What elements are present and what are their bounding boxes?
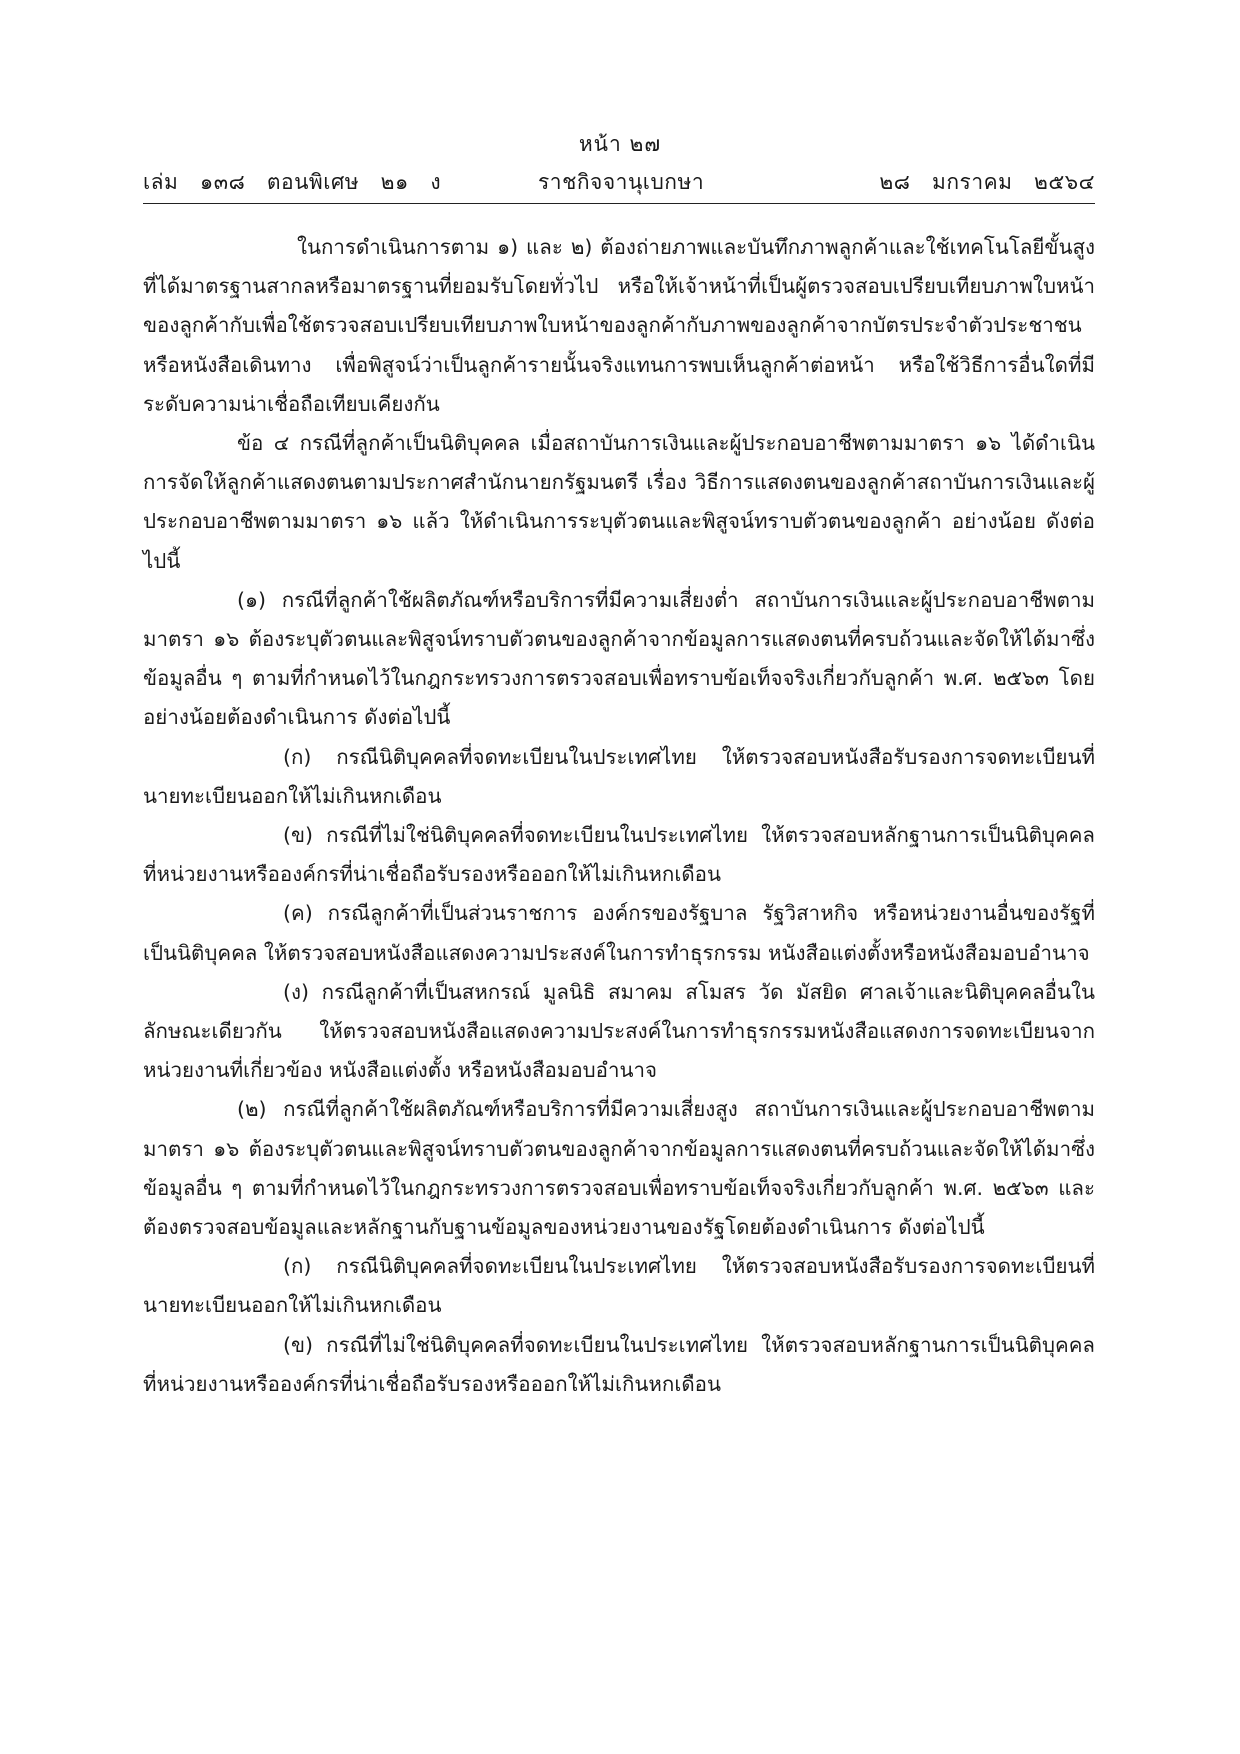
paragraph-clause-4: ข้อ ๔ กรณีที่ลูกค้าเป็นนิติบุคคล เมื่อสถาบันการเงินและผู้ประกอบอาชีพตามมาตรา ๑๖ ได้ดำเนินการจัดให้ลูกค้าแสดงตนตามประกาศสำนักนายกรัฐมนตรี เรื่อง วิธีการแสดงตนของลูกค้าสถาบันการเงินและผู้ประกอบอาชีพตามมาตรา ๑๖ แล้ว ให้ดำเนินการระบุตัวตนและพิสูจน์ทราบตัวตนของลูกค้า อย่างน้อย ดังต่อไปนี้ <box>143 431 1095 573</box>
paragraph-item-1-d: (ง) กรณีลูกค้าที่เป็นสหกรณ์ มูลนิธิ สมาคม สโมสร วัด มัสยิด ศาลเจ้าและนิติบุคคลอื่นในลักษณะเดียวกัน ให้ตรวจสอบหนังสือแสดงความประสงค์ในการทำธุรกรรมหนังสือแสดงการจดทะเบียนจากหน่วยงานที่เกี่ยวข้อง หนังสือแต่งตั้ง หรือหนังสือมอบอำนาจ <box>143 979 1095 1083</box>
paragraph-item-1-a: (ก) กรณีนิติบุคคลที่จดทะเบียนในประเทศไทย ให้ตรวจสอบหนังสือรับรองการจดทะเบียนที่นายทะเบียนออกให้ไม่เกินหกเดือน <box>143 744 1095 808</box>
paragraph-item-2-b: (ข) กรณีที่ไม่ใช่นิติบุคคลที่จดทะเบียนในประเทศไทย ให้ตรวจสอบหลักฐานการเป็นนิติบุคคลที่หน่วยงานหรือองค์กรที่น่าเชื่อถือรับรองหรือออกให้ไม่เกินหกเดือน <box>143 1332 1095 1396</box>
page-number: หน้า ๒๗ <box>578 132 662 156</box>
header-divider <box>143 203 1095 204</box>
document-body <box>143 228 1095 1404</box>
paragraph-item-2: (๒) กรณีที่ลูกค้าใช้ผลิตภัณฑ์หรือบริการที่มีความเสี่ยงสูง สถาบันการเงินและผู้ประกอบอาชีพตามมาตรา ๑๖ ต้องระบุตัวตนและพิสูจน์ทราบตัวตนของลูกค้าจากข้อมูลการแสดงตนที่ครบถ้วนและจัดให้ได้มาซึ่งข้อมูลอื่น ๆ ตามที่กำหนดไว้ในกฎกระทรวงการตรวจสอบเพื่อทราบข้อเท็จจริงเกี่ยวกับลูกค้า พ.ศ. ๒๕๖๓ และต้องตรวจสอบข้อมูลและหลักฐานกับฐานข้อมูลของหน่วยงานของรัฐโดยต้องดำเนินการ ดังต่อไปนี้ <box>143 1097 1095 1240</box>
publication-date: ๒๘ มกราคม ๒๕๖๔ <box>879 170 1095 194</box>
paragraph-item-1: (๑) กรณีที่ลูกค้าใช้ผลิตภัณฑ์หรือบริการที่มีความเสี่ยงต่ำ สถาบันการเงินและผู้ประกอบอาชีพตามมาตรา ๑๖ ต้องระบุตัวตนและพิสูจน์ทราบตัวตนของลูกค้าจากข้อมูลการแสดงตนที่ครบถ้วนและจัดให้ได้มาซึ่งข้อมูลอื่น ๆ ตามที่กำหนดไว้ในกฎกระทรวงการตรวจสอบเพื่อทราบข้อเท็จจริงเกี่ยวกับลูกค้า พ.ศ. ๒๕๖๓ โดยอย่างน้อยต้องดำเนินการ ดังต่อไปนี้ <box>143 587 1095 730</box>
gazette-header <box>143 166 1095 202</box>
paragraph-item-2-a: (ก) กรณีนิติบุคคลที่จดทะเบียนในประเทศไทย ให้ตรวจสอบหนังสือรับรองการจดทะเบียนที่นายทะเบียนออกให้ไม่เกินหกเดือน <box>143 1254 1095 1318</box>
publication-title: ราชกิจจานุเบกษา <box>538 170 705 194</box>
volume-issue: เล่ม ๑๓๘ ตอนพิเศษ ๒๑ ง <box>143 170 442 194</box>
paragraph-item-1-c: (ค) กรณีลูกค้าที่เป็นส่วนราชการ องค์กรของรัฐบาล รัฐวิสาหกิจ หรือหน่วยงานอื่นของรัฐที่เป็นนิติบุคคล ให้ตรวจสอบหนังสือแสดงความประสงค์ในการทำธุรกรรม หนังสือแต่งตั้งหรือหนังสือมอบอำนาจ <box>143 901 1095 965</box>
paragraph-item-1-b: (ข) กรณีที่ไม่ใช่นิติบุคคลที่จดทะเบียนในประเทศไทย ให้ตรวจสอบหลักฐานการเป็นนิติบุคคลที่หน่วยงานหรือองค์กรที่น่าเชื่อถือรับรองหรือออกให้ไม่เกินหกเดือน <box>143 823 1095 887</box>
paragraph: ในการดำเนินการตาม ๑) และ ๒) ต้องถ่ายภาพและบันทึกภาพลูกค้าและใช้เทคโนโลยีขั้นสูงที่ได้มาตรฐานสากลหรือมาตรฐานที่ยอมรับโดยทั่วไป หรือให้เจ้าหน้าที่เป็นผู้ตรวจสอบเปรียบเทียบภาพใบหน้าของลูกค้ากับเพื่อใช้ตรวจสอบเปรียบเทียบภาพใบหน้าของลูกค้ากับภาพของลูกค้าจากบัตรประจำตัวประชาชนหรือหนังสือเดินทาง เพื่อพิสูจน์ว่าเป็นลูกค้ารายนั้นจริงแทนการพบเห็นลูกค้าต่อหน้า หรือใช้วิธีการอื่นใดที่มีระดับความน่าเชื่อถือเทียบเคียงกัน <box>143 235 1095 416</box>
